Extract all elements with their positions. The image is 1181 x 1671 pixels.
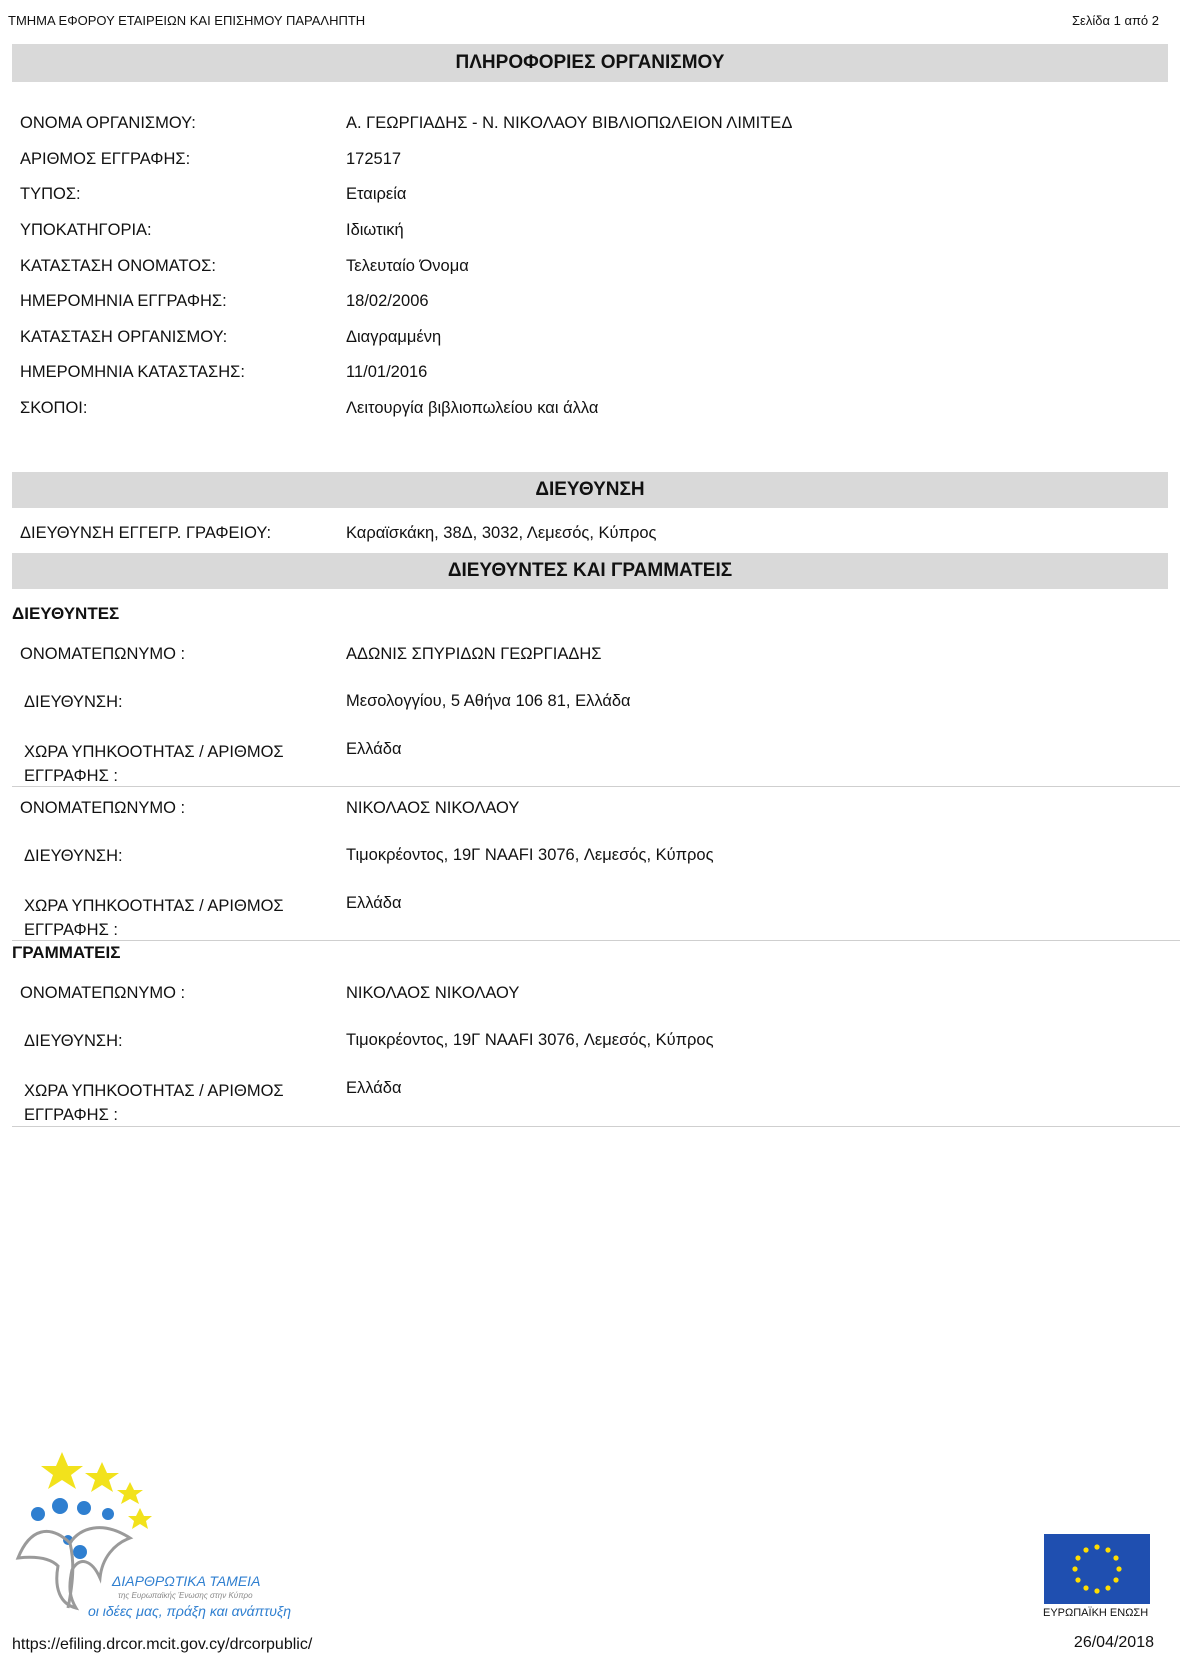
org-name-value: Α. ΓΕΩΡΓΙΑΔΗΣ - Ν. ΝΙΚΟΛΑΟΥ ΒΙΒΛΙΟΠΩΛΕΙΟΝ ΛΙΜΙΤΕΔ	[346, 114, 793, 132]
name-status-label: ΚΑΤΑΣΤΑΣΗ ΟΝΟΜΑΤΟΣ:	[20, 257, 216, 275]
director-address-label: ΔΙΕΥΘΥΝΣΗ:	[24, 847, 123, 865]
director-address-value: Μεσολογγίου, 5 Αθήνα 106 81, Ελλάδα	[346, 692, 631, 710]
registration-number-label: ΑΡΙΘΜΟΣ ΕΓΓΡΑΦΗΣ:	[20, 150, 191, 168]
page-number: Σελίδα 1 από 2	[1072, 13, 1159, 28]
eu-flag	[1044, 1534, 1150, 1604]
secretary-name-value: ΝΙΚΟΛΑΟΣ ΝΙΚΟΛΑΟΥ	[346, 984, 520, 1002]
objectives-value: Λειτουργία βιβλιοπωλείου και άλλα	[346, 399, 599, 417]
print-date: 26/04/2018	[1073, 1634, 1154, 1651]
entry-divider	[12, 940, 1180, 941]
director-nationality-label-line2: ΕΓΓΡΑΦΗΣ :	[24, 767, 118, 785]
secretary-nationality-label-line1: ΧΩΡΑ ΥΠΗΚΟΟΤΗΤΑΣ / ΑΡΙΘΜΟΣ	[24, 1082, 284, 1100]
objectives-label: ΣΚΟΠΟΙ:	[20, 399, 88, 417]
director-nationality-label-line2: ΕΓΓΡΑΦΗΣ :	[24, 921, 118, 939]
registration-date-label: ΗΜΕΡΟΜΗΝΙΑ ΕΓΓΡΑΦΗΣ:	[20, 292, 227, 310]
registered-office-value: Καραϊσκάκη, 38Δ, 3032, Λεμεσός, Κύπρος	[346, 524, 657, 542]
section-title-organization: ΠΛΗΡΟΦΟΡΙΕΣ ΟΡΓΑΝΙΣΜΟΥ	[12, 44, 1168, 82]
secretary-nationality-value: Ελλάδα	[346, 1079, 402, 1097]
name-status-value: Τελευταίο Όνομα	[346, 257, 469, 275]
directors-heading: ΔΙΕΥΘΥΝΤΕΣ	[12, 604, 120, 623]
registration-number-value: 172517	[346, 150, 402, 168]
type-value: Εταιρεία	[346, 185, 407, 203]
director-address-value: Τιμοκρέοντος, 19Γ NAAFI 3076, Λεμεσός, Κύπρος	[346, 846, 714, 864]
status-date-label: ΗΜΕΡΟΜΗΝΙΑ ΚΑΤΑΣΤΑΣΗΣ:	[20, 363, 245, 381]
director-name-value: ΝΙΚΟΛΑΟΣ ΝΙΚΟΛΑΟΥ	[346, 799, 520, 817]
director-address-label: ΔΙΕΥΘΥΝΣΗ:	[24, 693, 123, 711]
secretary-address-label: ΔΙΕΥΘΥΝΣΗ:	[24, 1032, 123, 1050]
eu-label: ΕΥΡΩΠΑΪΚΗ ΕΝΩΣΗ	[1043, 1607, 1149, 1619]
secretary-name-label: ΟΝΟΜΑΤΕΠΩΝΥΜΟ :	[20, 984, 186, 1002]
document-header-department: ΤΜΗΜΑ ΕΦΟΡΟΥ ΕΤΑΙΡΕΙΩΝ ΚΑΙ ΕΠΙΣΗΜΟΥ ΠΑΡΑΛΗΠΤΗ	[8, 13, 366, 28]
subcategory-label: ΥΠΟΚΑΤΗΓΟΡΙΑ:	[20, 221, 152, 239]
registration-date-value: 18/02/2006	[346, 292, 429, 310]
status-date-value: 11/01/2016	[346, 363, 428, 381]
structural-funds-slogan: οι ιδέες μας, πράξη και ανάπτυξη	[88, 1603, 291, 1619]
secretary-nationality-label-line2: ΕΓΓΡΑΦΗΣ :	[24, 1106, 118, 1124]
director-name-label: ΟΝΟΜΑΤΕΠΩΝΥΜΟ :	[20, 799, 186, 817]
type-label: ΤΥΠΟΣ:	[20, 185, 81, 203]
director-nationality-label-line1: ΧΩΡΑ ΥΠΗΚΟΟΤΗΤΑΣ / ΑΡΙΘΜΟΣ	[24, 897, 284, 915]
entry-divider	[12, 1126, 1180, 1127]
structural-funds-logo	[10, 1448, 250, 1628]
director-nationality-value: Ελλάδα	[346, 740, 402, 758]
structural-funds-emblem-icon	[10, 1448, 250, 1628]
organization-status-value: Διαγραμμένη	[346, 328, 442, 346]
subcategory-value: Ιδιωτική	[346, 221, 404, 239]
organization-status-label: ΚΑΤΑΣΤΑΣΗ ΟΡΓΑΝΙΣΜΟΥ:	[20, 328, 228, 346]
director-nationality-value: Ελλάδα	[346, 894, 402, 912]
structural-funds-subtitle: της Ευρωπαϊκής Ένωσης στην Κύπρο	[118, 1591, 253, 1600]
section-title-address: ΔΙΕΥΘΥΝΣΗ	[12, 472, 1168, 508]
director-name-value: ΑΔΩΝΙΣ ΣΠΥΡΙΔΩΝ ΓΕΩΡΓΙΑΔΗΣ	[346, 645, 602, 663]
org-name-label: ΟΝΟΜΑ ΟΡΓΑΝΙΣΜΟΥ:	[20, 114, 196, 132]
section-title-officers: ΔΙΕΥΘΥΝΤΕΣ ΚΑΙ ΓΡΑΜΜΑΤΕΙΣ	[12, 553, 1168, 589]
source-url: https://efiling.drcor.mcit.gov.cy/drcorpublic/	[12, 1636, 313, 1653]
eu-stars-icon	[1044, 1534, 1150, 1604]
entry-divider	[12, 786, 1180, 787]
registered-office-label: ΔΙΕΥΘΥΝΣΗ ΕΓΓΕΓΡ. ΓΡΑΦΕΙΟΥ:	[20, 524, 272, 542]
secretary-address-value: Τιμοκρέοντος, 19Γ NAAFI 3076, Λεμεσός, Κύπρος	[346, 1031, 714, 1049]
director-name-label: ΟΝΟΜΑΤΕΠΩΝΥΜΟ :	[20, 645, 186, 663]
director-nationality-label-line1: ΧΩΡΑ ΥΠΗΚΟΟΤΗΤΑΣ / ΑΡΙΘΜΟΣ	[24, 743, 284, 761]
secretaries-heading: ΓΡΑΜΜΑΤΕΙΣ	[12, 943, 121, 962]
structural-funds-title: ΔΙΑΡΘΡΩΤΙΚΑ ΤΑΜΕΙΑ	[112, 1573, 261, 1589]
